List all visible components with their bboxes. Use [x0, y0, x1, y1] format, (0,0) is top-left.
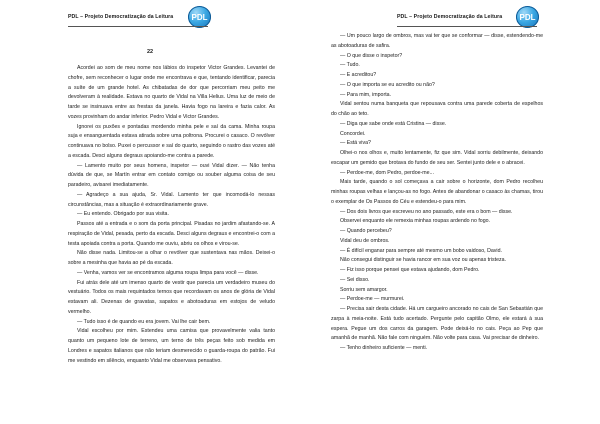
paragraph: — É difícil enganar para sempre até mesmo um bobo vaidoso, David. — [340, 247, 502, 254]
right-body-text — [331, 32, 543, 354]
pdl-logo-icon: PDL — [188, 6, 211, 28]
paragraph: — Diga que sabe onde está Cristina — disse. — [340, 120, 447, 127]
paragraph: — Precisa sair desta cidade. Há um cargueiro ancorado no cais de San Sebastián que zarpa à meia-noite. Está tudo acertado. Pergunte pelo capitão Olmo, ele estará à sua espera. Pegue um dos carros da garagem. Pode deixá-lo no cais. Peça ao Pep que amanhã de manhã. Não fale com ninguém. Não volte para casa. Vai precisar de dinheiro. — [331, 306, 543, 342]
paragraph: — Lamento muito por seus homens, inspetor — ouvi Vidal dizer. — Não tenha dúvida de que, se Martín entrar em contato comigo ou souber alguma coisa de seu paradeiro, avisarei imediatamente. — [68, 162, 275, 188]
paragraph: — Para mim, importa. — [340, 91, 392, 98]
paragraph: — Sei disso. — [340, 276, 370, 283]
paragraph: — Perdoe-me, dom Pedro, perdoe-me... — [340, 169, 434, 176]
paragraph: — Eu entendo. Obrigado por sua visita. — [77, 211, 169, 218]
paragraph: — Um pouco largo de ombros, mas vai ter que se conformar — disse, estendendo-me as abotoaduras de safira. — [331, 33, 543, 49]
paragraph: Observei enquanto ele remexia minhas roupas ardendo no fogo. — [340, 218, 491, 225]
pdl-logo-icon: PDL — [516, 6, 539, 28]
header-rule — [68, 26, 208, 27]
paragraph: Sorriu sem amargor. — [340, 286, 388, 293]
left-body-text — [68, 64, 275, 366]
paragraph: Concordei. — [340, 130, 366, 137]
right-page — [300, 0, 600, 424]
running-header: PDL – Projeto Democratização da Leitura — [397, 14, 503, 20]
paragraph: — Tenho dinheiro suficiente — menti. — [340, 345, 428, 351]
paragraph: — Fiz isso porque pensei que estava ajudando, dom Pedro. — [340, 267, 480, 273]
paragraph: Olhei-o nos olhos e, muito lentamente, fiz que sim. Vidal sorriu debilmente, deixando escapar um gemido que brotava do fundo de seu ser. Sentei junto dele e o abracei. — [331, 150, 543, 166]
paragraph: Acordei ao som de meu nome nos lábios do inspetor Victor Grandes. Levantei de chofre, sem reconhecer o lugar onde me encontrava e que, tentando identificar, parecia a suíte de um grande hotel. As chibatadas de dor que percorriam meu peito me devolveram à realidade. Estava no quarto de Vidal na Villa Helius. Uma luz de meio de tarde se insinuava entre as frestas da janela. Havia fogo na lareira e fazia calor. As vozes provinham do andar inferior. Pedro Vidal e Victor Grandes. — [68, 65, 275, 120]
paragraph: — Dos dois livros que escreveu no ano passado, este era o bom — disse. — [340, 208, 513, 215]
paragraph: Vidal sentou numa banqueta que repousava contra uma parede coberta de espelhos do chão ao teto. — [331, 101, 543, 117]
paragraph: — Agradeço a sua ajuda, Sr. Vidal. Lamento ter que incomodá-lo nessas circunstâncias, mas a situação é extraordinariamente grave. — [68, 191, 275, 208]
paragraph: Passos até a entrada e o som da porta principal. Pisadas no jardim afastando-se. A respiração de Vidal, pesada, perto da escada. Desci alguns degraus e encontrei-o com a testa apoiada contra a porta. Quando me ouviu, abriu os olhos e virou-se. — [68, 221, 275, 247]
paragraph: — O que importa se eu acredito ou não? — [340, 81, 435, 88]
page-number: 22 — [146, 49, 154, 55]
paragraph: — Quando percebeu? — [340, 228, 392, 234]
running-header: PDL – Projeto Democratização da Leitura — [68, 14, 174, 20]
paragraph: Ignorei os puxões e pontadas mordendo minha pele e saí da cama. Minha roupa suja e ensanguentada estava atirada sobre uma poltrona. Procurei o casaco. O revólver continuava no bolso. Puxei o percussor e saí do quarto, seguindo o rastro das vozes até a escada. Desci alguns degraus apoiando-me contra a parede. — [68, 123, 275, 159]
paragraph: Não disse nada. Limitou-se a olhar o revólver que sustentava nas mãos. Deixei-o sobre a mesinha que havia ao pé da escada. — [68, 250, 275, 266]
paragraph: — E acreditou? — [340, 72, 377, 78]
paragraph: — Perdoe-me — murmurei. — [340, 296, 405, 303]
paragraph: — Tudo. — [340, 62, 360, 69]
paragraph: Não consegui distinguir se havia rancor em sua voz ou apenas tristeza. — [340, 257, 507, 264]
header-rule — [397, 26, 537, 27]
paragraph: Mais tarde, quando o sol começava a cair sobre o horizonte, dom Pedro recolheu minhas roupas velhas e lançou-as no fogo. Antes de abandonar o casaco às chamas, tirou o exemplar de Os Passos do Céu e estendeu-o para mim. — [331, 179, 543, 205]
paragraph: — Venha, vamos ver se encontramos alguma roupa limpa para você — disse. — [77, 269, 259, 276]
paragraph: Fui atrás dele até um imenso quarto de vestir que parecia um verdadeiro museu do vestuário. Todos os mais requintados ternos que recordavam os anos de glória de Vidal estavam ali. Dezenas de gravatas, sapatos e abotoaduras em estojos de veludo vermelho. — [68, 279, 275, 315]
paragraph: Vidal deu de ombros. — [340, 237, 390, 244]
paragraph: Vidal escolheu por mim. Estendeu uma camisa que provavelmente valia tanto quanto um pequeno lote de terreno, um terno de três peças feito sob medida em Londres e sapatos italianos que não teriam desmerecido o guarda-roupa do patrão. Fui me vestindo em silêncio, enquanto Vidal me observava pensativo. — [68, 328, 275, 364]
paragraph: — Está viva? — [340, 140, 371, 147]
paragraph: — O que disse o inspetor? — [340, 52, 403, 59]
paragraph: — Tudo isso é de quando eu era jovem. Vai lhe cair bem. — [77, 318, 211, 325]
